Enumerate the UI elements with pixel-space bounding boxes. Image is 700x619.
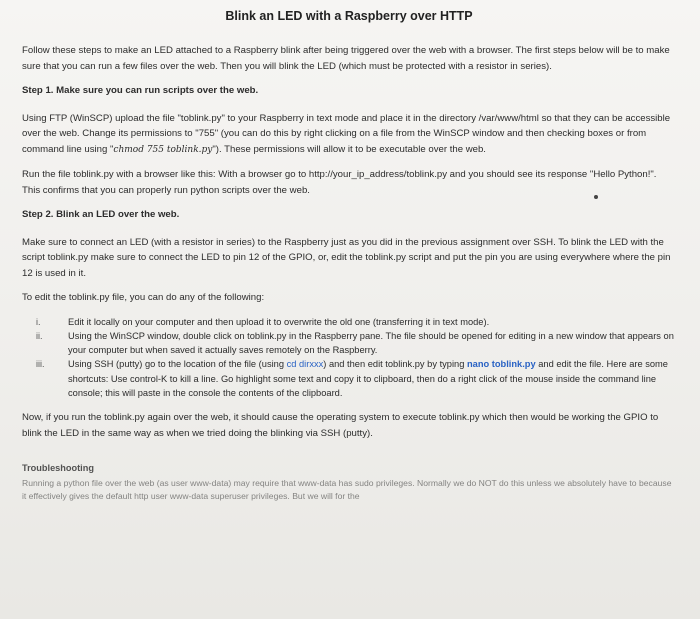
nano-command: nano toblink.py — [466, 359, 536, 370]
list-item-text: Using the WinSCP window, double click on toblink.py in the Raspberry pane. The file should be opened for editing in a new window that appears on your computer but when saved it actually saves remotely on the Raspberry. — [68, 330, 674, 356]
step1-heading: Step 1. Make sure you can run scripts over the web. — [22, 85, 259, 96]
list-item — [22, 357, 676, 400]
list-item-text: Edit it locally on your computer and then upload it to overwrite the old one (transferring it in text mode). — [68, 316, 490, 327]
list-number: i. — [36, 316, 41, 327]
step2-heading: Step 2. Blink an LED over the web. — [22, 209, 180, 220]
intro-paragraph: Follow these steps to make an LED attached to a Raspberry blink after being triggered over the web with a browser. The first steps below will be to make sure that you can run a few files over the web. Then you will blink the LED (which must be protected with a resistor in series). — [22, 45, 670, 72]
edit-options-list — [22, 315, 676, 401]
troubleshooting-text: Running a python file over the web (as user www-data) may require that www-data has sudo privileges. Normally we do NOT do this unless we absolutely have to because it effectively gives the default http user www-data superuser privileges. But we will for the — [22, 478, 672, 501]
list-item — [22, 329, 676, 358]
stray-dot — [594, 195, 598, 199]
option3-part2: ) and then edit toblink.py by typing — [323, 359, 467, 370]
ftp-text-part1: Using FTP (WinSCP) upload the file "toblink.py" to your Raspberry in text mode and place it in the directory /var/www/html so that they can be accessible over the web. Change its permissions to "755" (you can do this by right clicking on a file from the WinSCP window and then checking boxes or from command line using " — [22, 112, 671, 155]
page-title: Blink an LED with a Raspberry over HTTP — [225, 9, 473, 23]
connect-instructions: Make sure to connect an LED (with a resistor in series) to the Raspberry just as you did in the previous assignment over SSH. To blink the LED with the script toblink.py make sure to connect the LED to pin 12 of the GPIO, or, edit the toblink.py script and put the pin you are using everywhere where the pin 12 is used in it. — [22, 236, 671, 279]
run-instructions: Run the file toblink.py with a browser like this: With a browser go to http://your_ip_address/toblink.py and you should see its response "Hello Python!". This confirms that you can properly run python scripts over the web. — [22, 169, 657, 196]
list-item — [22, 315, 676, 329]
troubleshooting-heading: Troubleshooting — [22, 463, 94, 474]
list-number: ii. — [36, 330, 43, 341]
now-paragraph: Now, if you run the toblink.py again over the web, it should cause the operating system to execute toblink.py which then would be working the GPIO to blink the LED in the same way as when we tried doing the blinking via SSH (putty). — [22, 412, 659, 439]
cd-command: cd dirxxx — [286, 359, 324, 370]
list-number: iii. — [36, 359, 45, 370]
option3-part3: and edit the file. Here are some shortcuts: Use control-K to kill a line. Go highlight some text and copy it to clipboard, then do a right click of the mouse inside the command line console; this will paste in the console the contents of the clipboard. — [68, 359, 668, 398]
chmod-command: chmod 755 toblink.py — [113, 144, 213, 155]
ftp-instructions — [22, 111, 676, 159]
option3-part1: Using SSH (putty) go to the location of the file (using — [68, 359, 287, 370]
edit-intro: To edit the toblink.py file, you can do any of the following: — [22, 292, 265, 303]
ftp-text-part2: "). These permissions will allow it to be executable over the web. — [212, 143, 486, 155]
